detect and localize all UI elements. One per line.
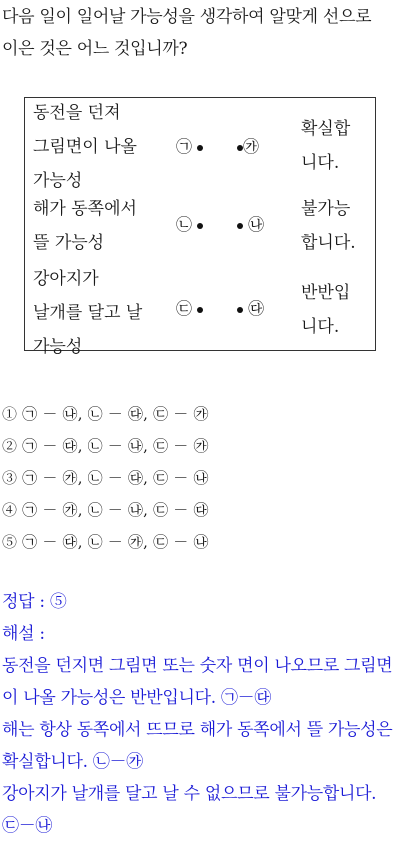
explanation-line: 해는 항상 동쪽에서 뜨므로 해가 동쪽에서 뜰 가능성은 [2,720,393,740]
connector-dot[interactable] [237,307,243,313]
event-description [33,262,142,364]
likelihood-line: 반반입 [301,283,351,303]
matching-row [25,190,375,260]
event-line: 날개를 달고 날 [33,303,143,323]
event-line: 그림면이 나올 [33,137,137,157]
event-line: 강아지가 [33,269,99,289]
option-1[interactable]: ① ㉠ － ㉯, ㉡ － ㉰, ㉢ － ㉮ [2,405,209,423]
answer-label: 정답 : ⑤ [2,592,67,612]
event-line: 가능성 [33,171,83,191]
answer-options [2,398,209,558]
matching-table [24,97,376,357]
left-node [176,134,203,157]
explanation-line: 확실합니다. ㉡－㉮ [2,752,143,772]
explanation-line: 이 나올 가능성은 반반입니다. ㉠－㉰ [2,688,272,708]
explanation-label: 해설 : [2,624,45,644]
question-text [2,1,398,65]
likelihood-line: 확실합 [301,119,351,139]
event-description [33,192,137,260]
right-node [237,296,264,319]
matching-row [25,98,375,191]
left-node [176,296,203,319]
event-description [33,96,137,198]
right-marker: ㉯ [248,215,265,234]
left-marker: ㉠ [176,137,193,156]
likelihood-line: 니다. [301,153,340,173]
left-node [176,212,203,235]
explanation-line: ㉢－㉯ [2,816,53,836]
connector-dot[interactable] [237,223,243,229]
explanation-line: 동전을 던지면 그림면 또는 숫자 면이 나오므로 그림면 [2,656,393,676]
event-line: 가능성 [33,337,83,357]
right-node [237,212,264,235]
likelihood-label [301,276,350,344]
right-node [237,134,259,157]
event-line: 해가 동쪽에서 [33,199,137,219]
event-line: 뜰 가능성 [33,233,105,253]
likelihood-label [301,112,350,180]
answer-explanation [2,586,398,842]
likelihood-label [301,192,356,260]
right-marker: ㉮ [243,137,260,156]
connector-dot[interactable] [197,307,203,313]
left-marker: ㉡ [176,215,193,234]
option-4[interactable]: ④ ㉠ － ㉮, ㉡ － ㉯, ㉢ － ㉰ [2,501,209,519]
likelihood-line: 불가능 [301,199,351,219]
option-2[interactable]: ② ㉠ － ㉰, ㉡ － ㉯, ㉢ － ㉮ [2,437,209,455]
question-line: 이은 것은 어느 것입니까? [2,39,188,59]
matching-row [25,262,375,357]
left-marker: ㉢ [176,299,193,318]
explanation-line: 강아지가 날개를 달고 날 수 없으므로 불가능합니다. [2,784,377,804]
likelihood-line: 니다. [301,317,340,337]
likelihood-line: 합니다. [301,233,356,253]
connector-dot[interactable] [197,145,203,151]
right-marker: ㉰ [248,299,265,318]
option-3[interactable]: ③ ㉠ － ㉮, ㉡ － ㉰, ㉢ － ㉯ [2,469,209,487]
question-line: 다음 일이 일어날 가능성을 생각하여 알맞게 선으로 [2,7,372,27]
option-5[interactable]: ⑤ ㉠ － ㉰, ㉡ － ㉮, ㉢ － ㉯ [2,533,209,551]
event-line: 동전을 던져 [33,103,121,123]
connector-dot[interactable] [197,223,203,229]
